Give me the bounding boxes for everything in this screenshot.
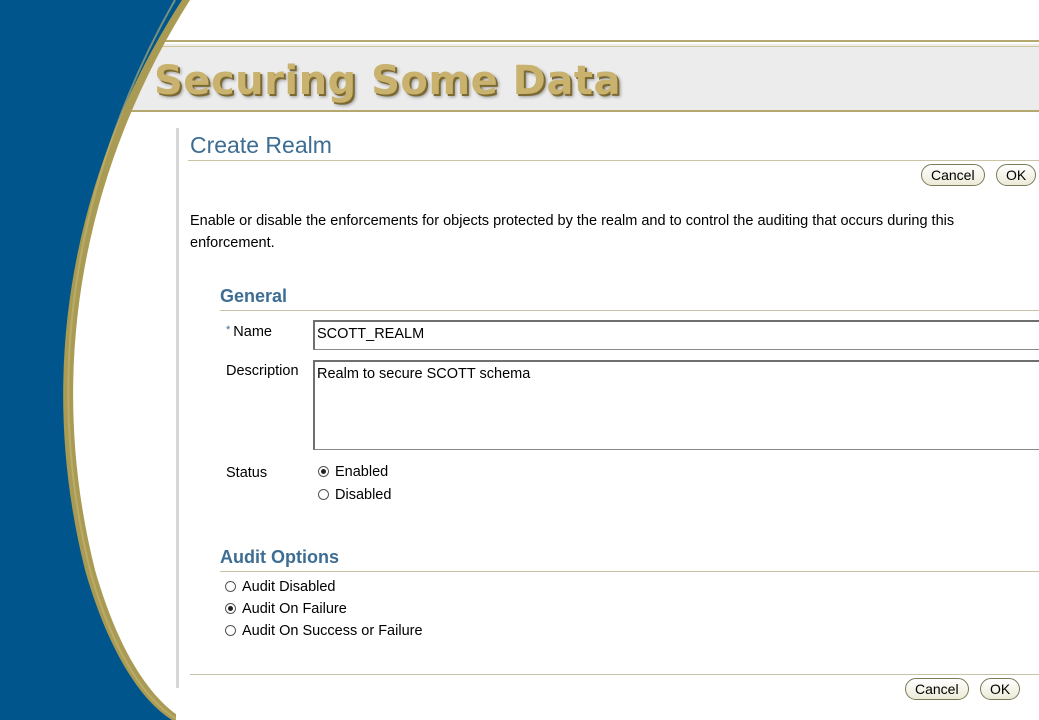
section-header-audit-options: Audit Options — [220, 547, 339, 567]
ok-button-top[interactable]: OK — [996, 164, 1036, 186]
radio-selected-icon[interactable] — [225, 603, 236, 614]
radio-unselected-icon[interactable] — [318, 489, 329, 500]
general-divider — [220, 310, 1039, 311]
cancel-button-top[interactable]: Cancel — [921, 164, 985, 186]
description-textarea[interactable]: Realm to secure SCOTT schema — [313, 360, 1039, 450]
radio-unselected-icon[interactable] — [225, 581, 236, 592]
slide-title: Securing Some Data — [154, 58, 621, 104]
status-option-enabled[interactable]: Enabled — [318, 464, 388, 480]
name-input[interactable]: SCOTT_REALM — [313, 320, 1039, 350]
name-label: * Name — [226, 324, 272, 340]
cancel-button-bottom[interactable]: Cancel — [905, 678, 969, 700]
page-title: Create Realm — [190, 132, 332, 158]
audit-option-on-failure[interactable]: Audit On Failure — [225, 601, 347, 617]
audit-option-disabled[interactable]: Audit Disabled — [225, 579, 336, 595]
description-label: Description — [226, 363, 299, 379]
radio-unselected-icon[interactable] — [225, 625, 236, 636]
screenshot-left-border — [176, 128, 179, 688]
create-realm-screenshot — [176, 128, 1039, 720]
bottom-divider — [190, 674, 1039, 675]
section-header-general: General — [220, 286, 288, 306]
title-divider — [188, 160, 1039, 161]
radio-selected-icon[interactable] — [318, 466, 329, 477]
audit-option-success-or-failure[interactable]: Audit On Success or Failure — [225, 623, 423, 639]
audit-divider — [220, 571, 1039, 572]
status-option-disabled[interactable]: Disabled — [318, 487, 391, 503]
required-marker: * — [226, 324, 231, 336]
status-label: Status — [226, 465, 268, 481]
instruction-text: Enable or disable the enforcements for objects protected by the realm and to control the auditing that occurs during this enforcement. — [190, 213, 955, 251]
ok-button-bottom[interactable]: OK — [980, 678, 1020, 700]
